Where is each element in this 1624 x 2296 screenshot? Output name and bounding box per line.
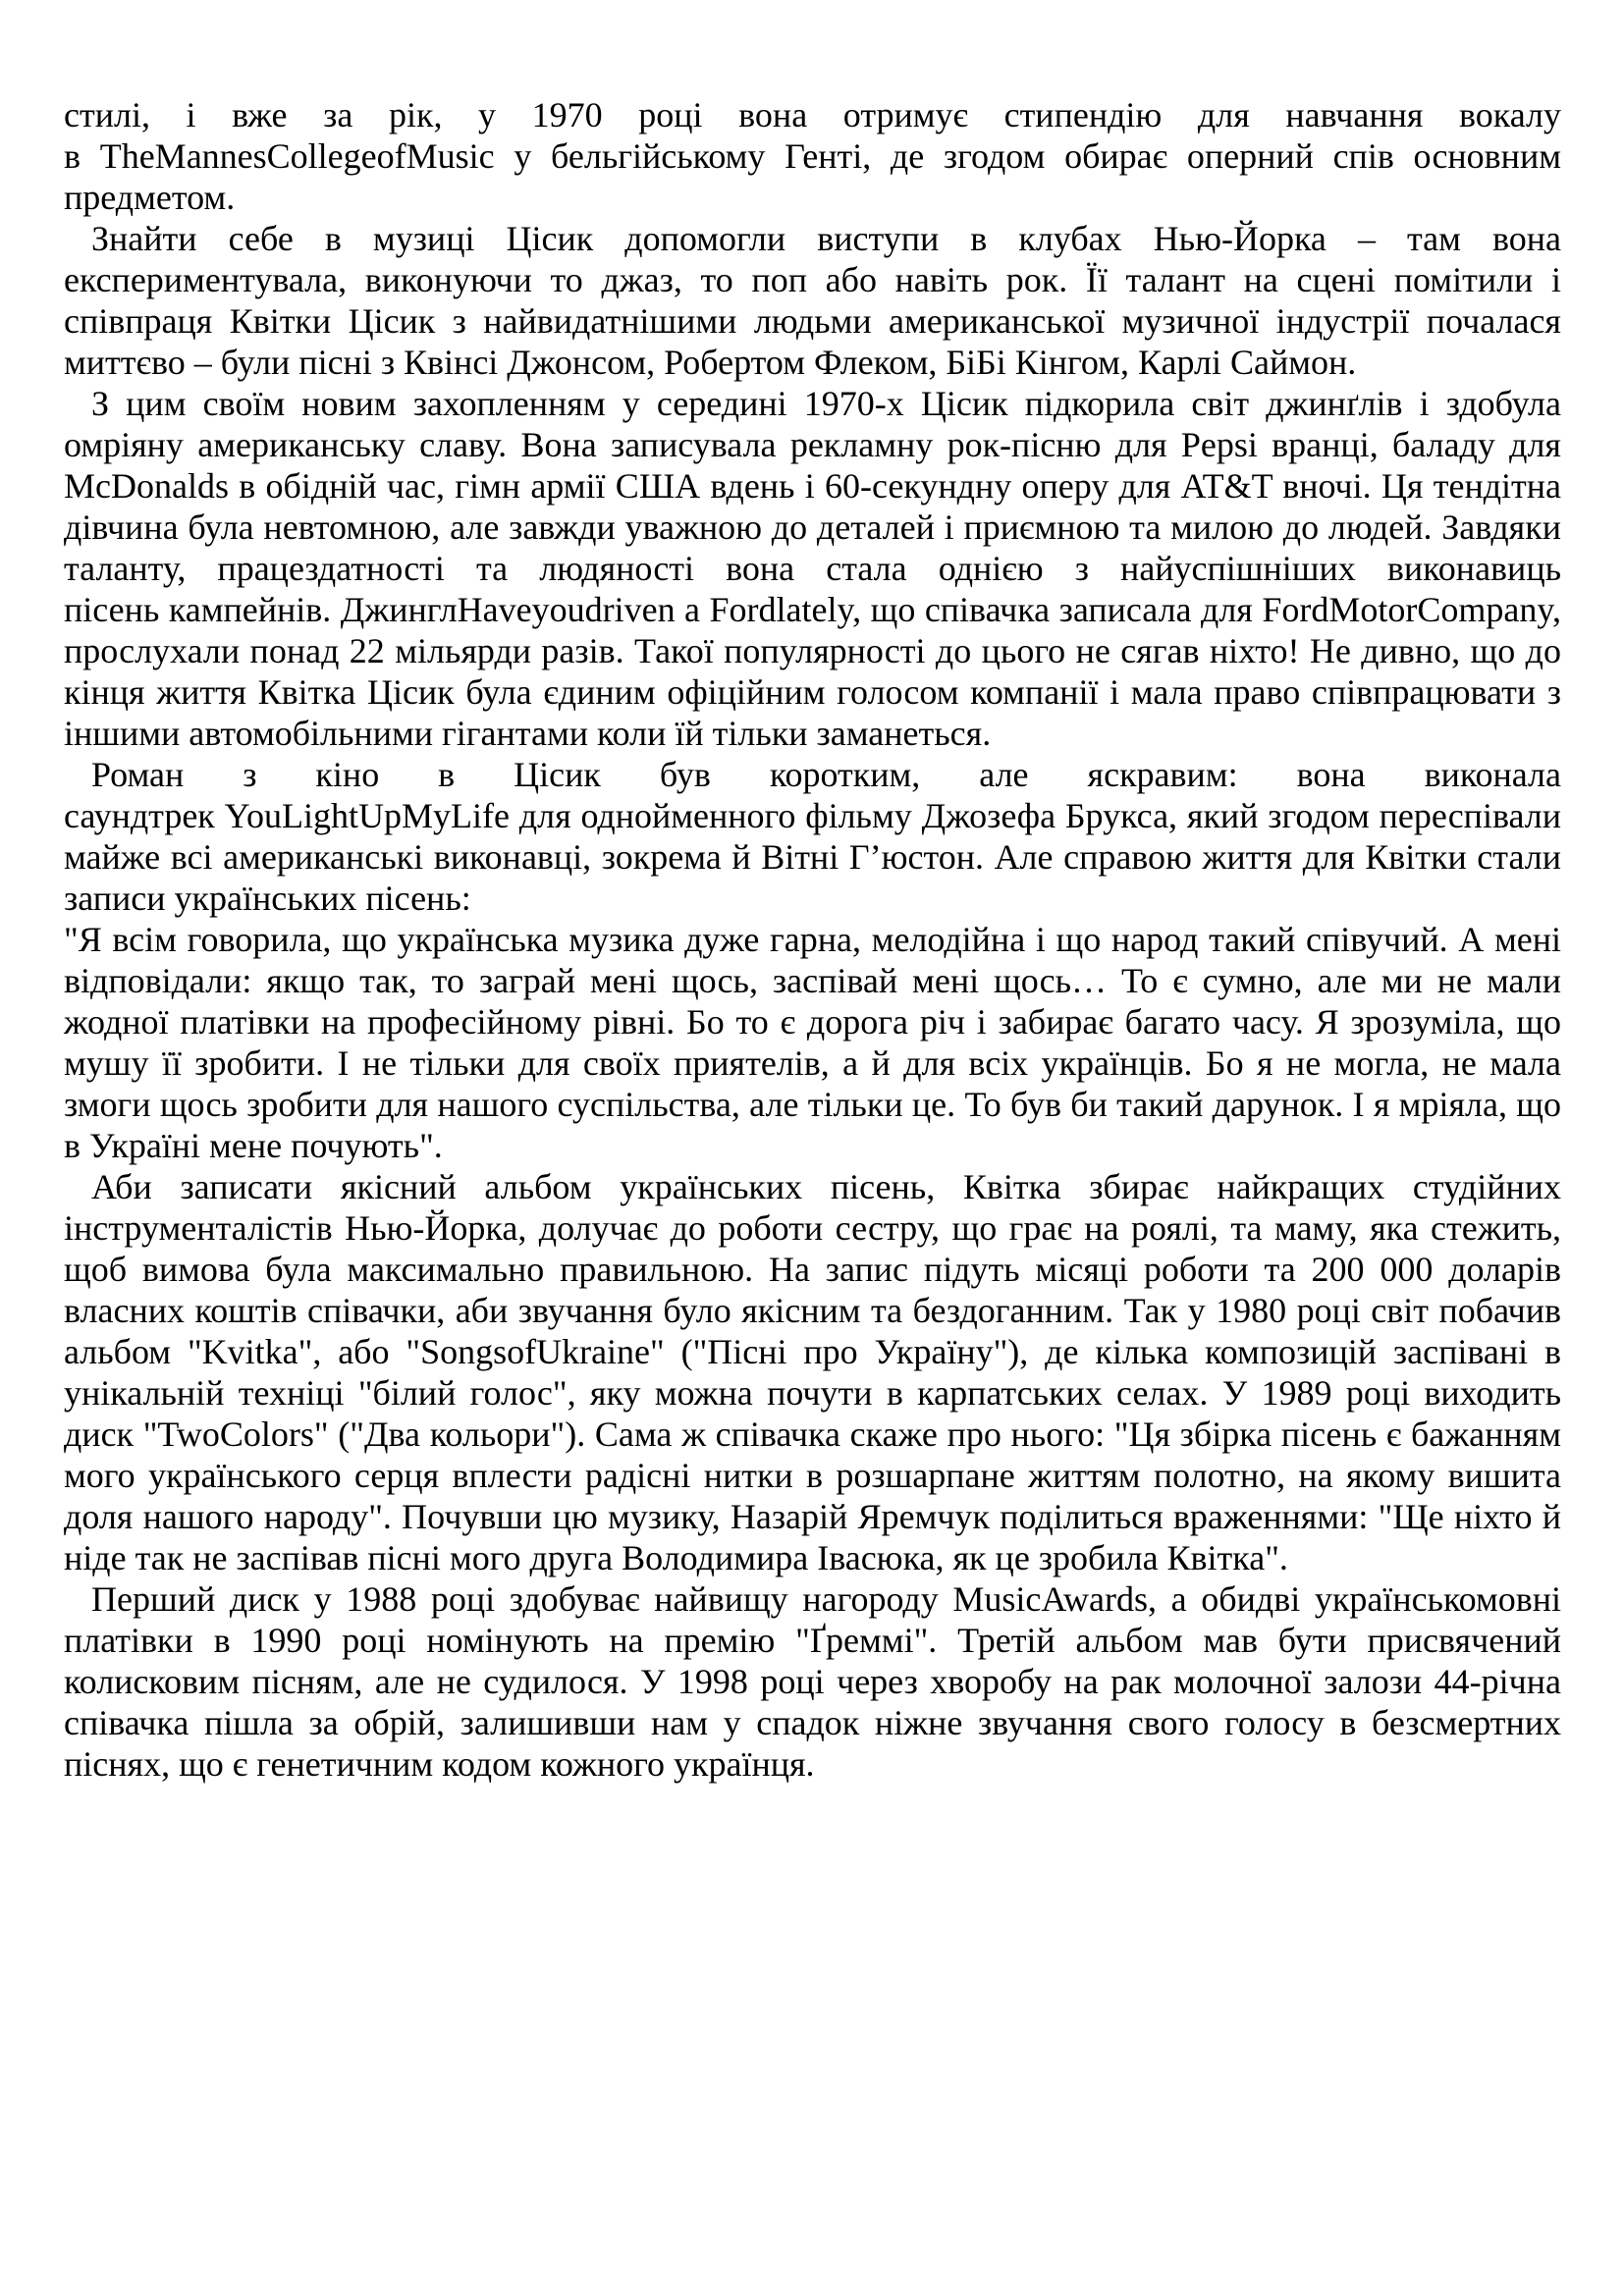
paragraph-7: Перший диск у 1988 році здобуває найвищу нагороду MusicAwards, а обидві українськомовні платівки в 1990 році номінують на премію "Ґреммі". Третій альбом мав бути присвячений колисковим пісням, але не судилося. У 1998 році через хворобу на рак молочної залози 44-річна співачка пішла за обрій, залишивши нам у спадок ніжне звучання свого голосу в безсмертних піснях, що є генетичним кодом кожного українця.: [64, 1579, 1561, 1784]
paragraph-3: З цим своїм новим захопленням у середині 1970-х Цісик підкорила світ джинґлів і здобула омріяну американську славу. Вона записувала рекламну рок-пісню для Pepsi вранці, баладу для McDonalds в обідній час, гімн армії США вдень і 60-секундну оперу для AT&T вночі. Ця тендітна дівчина була невтомною, але завжди уважною до деталей і приємною та милою до людей. Завдяки таланту, працездатності та людяності вона стала однією з найуспішніших виконавиць пісень кампейнів. ДжинглHaveyoudriven a Fordlately, що співачка записала для FordMotorCompany, прослухали понад 22 мільярди разів. Такої популярності до цього не сягав ніхто! Не дивно, що до кінця життя Квітка Цісик була єдиним офіційним голосом компанії і мала право співпрацювати з іншими автомобільними гігантами коли їй тільки заманеться.: [64, 384, 1561, 753]
paragraph-2: Знайти себе в музиці Цісик допомогли виступи в клубах Нью-Йорка – там вона експериментувала, виконуючи то джаз, то поп або навіть рок. Її талант на сцені помітили і співпраця Квітки Цісик з найвидатнішими людьми американської музичної індустрії почалася миттєво – були пісні з Квінсі Джонсом, Робертом Флеком, БіБі Кінгом, Карлі Саймон.: [64, 219, 1561, 382]
paragraph-4: Роман з кіно в Цісик був коротким, але яскравим: вона виконала саундтрек YouLightUpMyLife для однойменного фільму Джозефа Брукса, який згодом переспівали майже всі американські виконавці, зокрема й Вітні Г’юстон. Але справою життя для Квітки стали записи українських пісень:: [64, 755, 1561, 918]
paragraph-1: стилі, і вже за рік, у 1970 році вона отримує стипендію для навчання вокалу в TheMannesCollegeofMusic у бельгійському Генті, де згодом обирає оперний спів основним предметом.: [64, 95, 1561, 217]
paragraph-6: Аби записати якісний альбом українських пісень, Квітка збирає найкращих студійних інструменталістів Нью-Йорка, долучає до роботи сестру, що грає на роялі, та маму, яка стежить, щоб вимова була максимально правильною. На запис підуть місяці роботи та 200 000 доларів власних коштів співачки, аби звучання було якісним та бездоганним. Так у 1980 році світ побачив альбом "Kvitka", або "SongsofUkraine" ("Пісні про Україну"), де кілька композицій заспівані в унікальній техніці "білий голос", яку можна почути в карпатських селах. У 1989 році виходить диск "TwoColors" ("Два кольори"). Сама ж співачка скаже про нього: "Ця збірка пісень є бажанням мого українського серця вплести радісні нитки в розшарпане життям полотно, на якому вишита доля нашого народу". Почувши цю музику, Назарій Яремчук поділиться враженнями: "Ще ніхто й ніде так не заспівав пісні мого друга Володимира Івасюка, як це зробила Квітка".: [64, 1167, 1561, 1577]
paragraph-5-quote: "Я всім говорила, що українська музика дуже гарна, мелодійна і що народ такий співучий. А мені відповідали: якщо так, то заграй мені щось, заспівай мені щось… То є сумно, але ми не мали жодної платівки на професійному рівні. Бо то є дорога річ і забирає багато часу. Я зрозуміла, що мушу її зробити. І не тільки для своїх приятелів, а й для всіх українців. Бо я не могла, не мала змоги щось зробити для нашого суспільства, але тільки це. То був би такий дарунок. І я мріяла, що в Україні мене почують".: [64, 920, 1561, 1165]
